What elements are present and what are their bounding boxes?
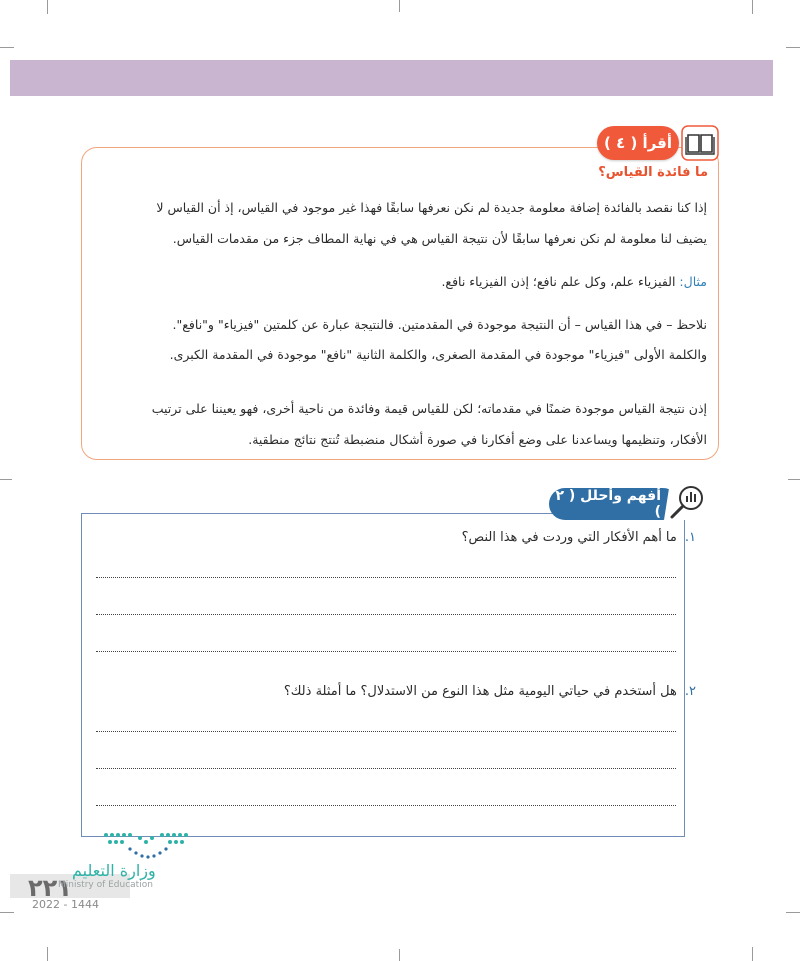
crop-mark xyxy=(786,912,800,913)
crop-mark xyxy=(788,479,800,480)
read-heading: ما فائدة القياس؟ xyxy=(598,165,708,180)
paragraph-line: يضيف لنا معلومة لم نكن نعرفها سابقًا لأن نتيجة القياس هي في نهاية المطاف جزء من مقدمات القياس. xyxy=(172,231,707,246)
ministry-name: وزارة التعليم xyxy=(72,861,156,880)
crop-mark xyxy=(0,47,14,48)
paragraph-line: نلاحظ – في هذا القياس – أن النتيجة موجودة في المقدمتين. فالنتيجة عبارة عن كلمتين "فيزياء" و"نافع". xyxy=(172,317,707,332)
ministry-name-en: Ministry of Education xyxy=(58,880,153,890)
analyze-section-tab: أفهم وأحلل ( ٢ ) xyxy=(549,488,679,520)
question-number: ٢. xyxy=(684,684,696,699)
crop-mark xyxy=(399,949,400,961)
answer-line[interactable] xyxy=(96,768,676,769)
header-band xyxy=(10,60,773,96)
crop-mark xyxy=(0,479,12,480)
question-item xyxy=(284,684,696,699)
crop-mark xyxy=(752,947,753,961)
answer-line[interactable] xyxy=(96,805,676,806)
page-number: ٢٢١ xyxy=(28,874,72,902)
crop-mark xyxy=(786,47,800,48)
crop-mark xyxy=(47,0,48,14)
paragraph-line: والكلمة الأولى "فيزياء" موجودة في المقدمة الصغرى، والكلمة الثانية "نافع" موجودة في المقدمة الكبرى. xyxy=(169,347,707,362)
open-book-icon xyxy=(680,124,720,162)
magnifier-chart-icon xyxy=(662,478,712,524)
paragraph-line: إذن نتيجة القياس موجودة ضمنًا في مقدماته؛ لكن للقياس قيمة وفائدة من ناحية أخرى، فهو يعيننا على ترتيب xyxy=(151,401,707,416)
crop-mark xyxy=(399,0,400,12)
question-text: ما أهم الأفكار التي وردت في هذا النص؟ xyxy=(461,530,677,545)
example-label: مثال: xyxy=(679,274,707,289)
read-section-tab: أقرأ ( ٤ ) xyxy=(597,126,679,160)
crop-mark xyxy=(47,947,48,961)
paragraph-line: الأفكار، وتنظيمها ويساعدنا على وضع أفكارنا في صورة أشكال منضبطة تُنتج نتائج منطقية. xyxy=(248,432,707,447)
ministry-logo-icon xyxy=(100,829,195,861)
crop-mark xyxy=(752,0,753,14)
answer-line[interactable] xyxy=(96,651,676,652)
question-text: هل أستخدم في حياتي اليومية مثل هذا النوع من الاستدلال؟ ما أمثلة ذلك؟ xyxy=(283,684,677,699)
example-line xyxy=(92,267,707,297)
analyze-section-box xyxy=(81,513,685,837)
crop-mark xyxy=(0,912,14,913)
example-text: الفيزياء علم، وكل علم نافع؛ إذن الفيزياء نافع. xyxy=(441,274,680,289)
question-number: ١. xyxy=(684,530,696,545)
question-item xyxy=(462,530,696,545)
answer-line[interactable] xyxy=(96,614,676,615)
answer-line[interactable] xyxy=(96,577,676,578)
paragraph-line: إذا كنا نقصد بالفائدة إضافة معلومة جديدة لم نكن نعرفها سابقًا فهذا غير موجود في القياس، إذ أن القياس لا xyxy=(156,200,707,215)
edition-year: 2022 - 1444 xyxy=(32,898,99,911)
answer-line[interactable] xyxy=(96,731,676,732)
